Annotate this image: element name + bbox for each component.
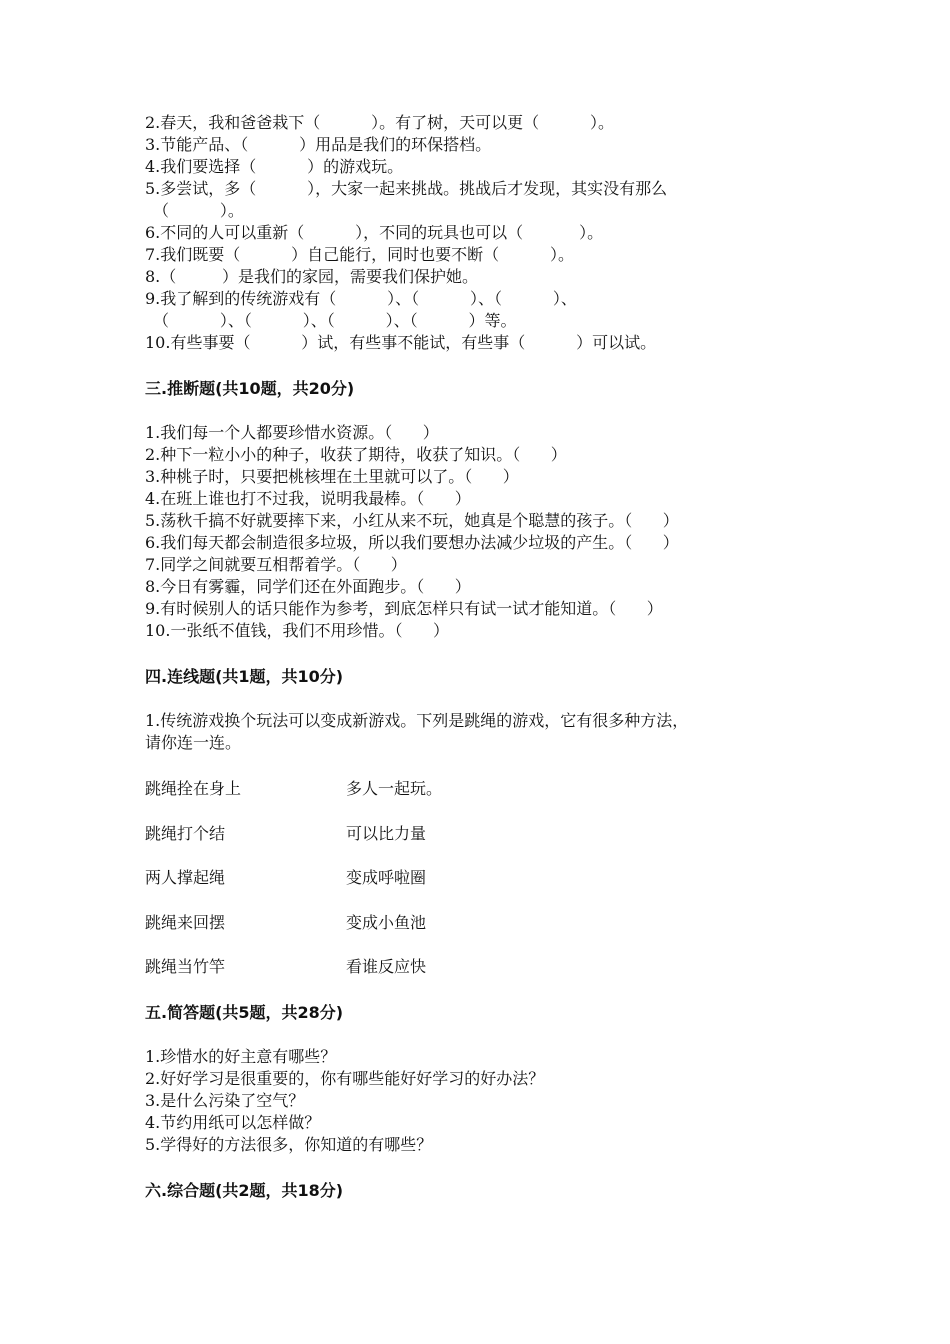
matching-intro-line: 请你连一连。 — [145, 733, 242, 752]
section-heading-judgment: 三.推断题(共10题，共20分) — [145, 379, 355, 398]
fill-blank-line: （ ）、（ ）、（ ）、（ ）等。 — [153, 311, 517, 330]
fill-blank-line: 8.（ ）是我们的家园，需要我们保护她。 — [145, 267, 479, 286]
fill-blank-line: （ ）。 — [153, 201, 244, 220]
matching-left-item[interactable]: 跳绳当竹竿 — [145, 957, 226, 976]
section-heading-short-answer: 五.简答题(共5题，共28分) — [145, 1003, 344, 1022]
matching-right-item[interactable]: 变成呼啦圈 — [346, 868, 427, 887]
matching-right-item[interactable]: 可以比力量 — [346, 823, 427, 843]
fill-blank-line: 4.我们要选择（ ）的游戏玩。 — [145, 157, 404, 176]
matching-left-item[interactable]: 跳绳拴在身上 — [145, 779, 242, 798]
fill-blank-line: 2.春天，我和爸爸栽下（ ）。有了树，天可以更（ ）。 — [145, 113, 614, 132]
fill-blank-line: 7.我们既要（ ）自己能行，同时也要不断（ ）。 — [145, 245, 574, 264]
judgment-list — [145, 422, 815, 642]
judgment-item: 8.今日有雾霾，同学们还在外面跑步。（ ） — [145, 577, 471, 596]
short-answer-item: 5.学得好的方法很多，你知道的有哪些？ — [145, 1135, 433, 1154]
short-answer-item: 2.好好学习是很重要的，你有哪些能好好学习的好办法？ — [145, 1069, 545, 1088]
matching-row — [145, 912, 815, 934]
fill-blank-line: 9.我了解到的传统游戏有（ ）、（ ）、（ ）、 — [145, 289, 577, 308]
fill-blank-section — [145, 112, 815, 354]
short-answer-item: 4.节约用纸可以怎样做？ — [145, 1113, 321, 1132]
matching-intro-line: 1.传统游戏换个玩法可以变成新游戏。下列是跳绳的游戏，它有很多种方法， — [145, 711, 689, 730]
short-answer-item: 3.是什么污染了空气？ — [145, 1091, 305, 1110]
matching-row — [145, 956, 815, 978]
exam-page — [145, 112, 815, 1224]
judgment-item: 2.种下一粒小小的种子，收获了期待，收获了知识。（ ） — [145, 445, 567, 464]
judgment-item: 1.我们每一个人都要珍惜水资源。（ ） — [145, 423, 439, 442]
judgment-item: 5.荡秋千搞不好就要摔下来，小红从来不玩，她真是个聪慧的孩子。（ ） — [145, 511, 679, 530]
matching-right-item[interactable]: 多人一起玩。 — [346, 779, 443, 798]
matching-right-item[interactable]: 变成小鱼池 — [346, 912, 427, 932]
judgment-item: 6.我们每天都会制造很多垃圾，所以我们要想办法减少垃圾的产生。（ ） — [145, 533, 679, 552]
matching-row — [145, 823, 815, 845]
matching-left-item[interactable]: 两人撑起绳 — [145, 868, 226, 887]
section-heading-comprehensive: 六.综合题(共2题，共18分) — [145, 1181, 344, 1200]
matching-left-item[interactable]: 跳绳来回摆 — [145, 912, 226, 932]
fill-blank-line: 6.不同的人可以重新（ ），不同的玩具也可以（ ）。 — [145, 223, 604, 242]
matching-row — [145, 867, 815, 889]
matching-row — [145, 778, 815, 800]
fill-blank-line: 10.有些事要（ ）试，有些事不能试，有些事（ ）可以试。 — [145, 333, 657, 352]
fill-blank-line: 5.多尝试，多（ ），大家一起来挑战。挑战后才发现，其实没有那么 — [145, 179, 668, 198]
matching-table — [145, 778, 815, 978]
matching-left-item[interactable]: 跳绳打个结 — [145, 823, 226, 843]
fill-blank-line: 3.节能产品、（ ）用品是我们的环保搭档。 — [145, 135, 492, 154]
judgment-item: 10.一张纸不值钱，我们不用珍惜。（ ） — [145, 621, 449, 640]
short-answer-item: 1.珍惜水的好主意有哪些？ — [145, 1047, 337, 1066]
judgment-item: 4.在班上谁也打不过我，说明我最棒。（ ） — [145, 489, 471, 508]
short-answer-list — [145, 1046, 815, 1156]
matching-intro — [145, 710, 815, 754]
matching-right-item[interactable]: 看谁反应快 — [346, 957, 427, 976]
section-heading-matching: 四.连线题(共1题，共10分) — [145, 667, 344, 686]
judgment-item: 9.有时候别人的话只能作为参考，到底怎样只有试一试才能知道。（ ） — [145, 599, 663, 618]
judgment-item: 7.同学之间就要互相帮着学。（ ） — [145, 555, 407, 574]
judgment-item: 3.种桃子时，只要把桃核埋在土里就可以了。（ ） — [145, 467, 519, 486]
